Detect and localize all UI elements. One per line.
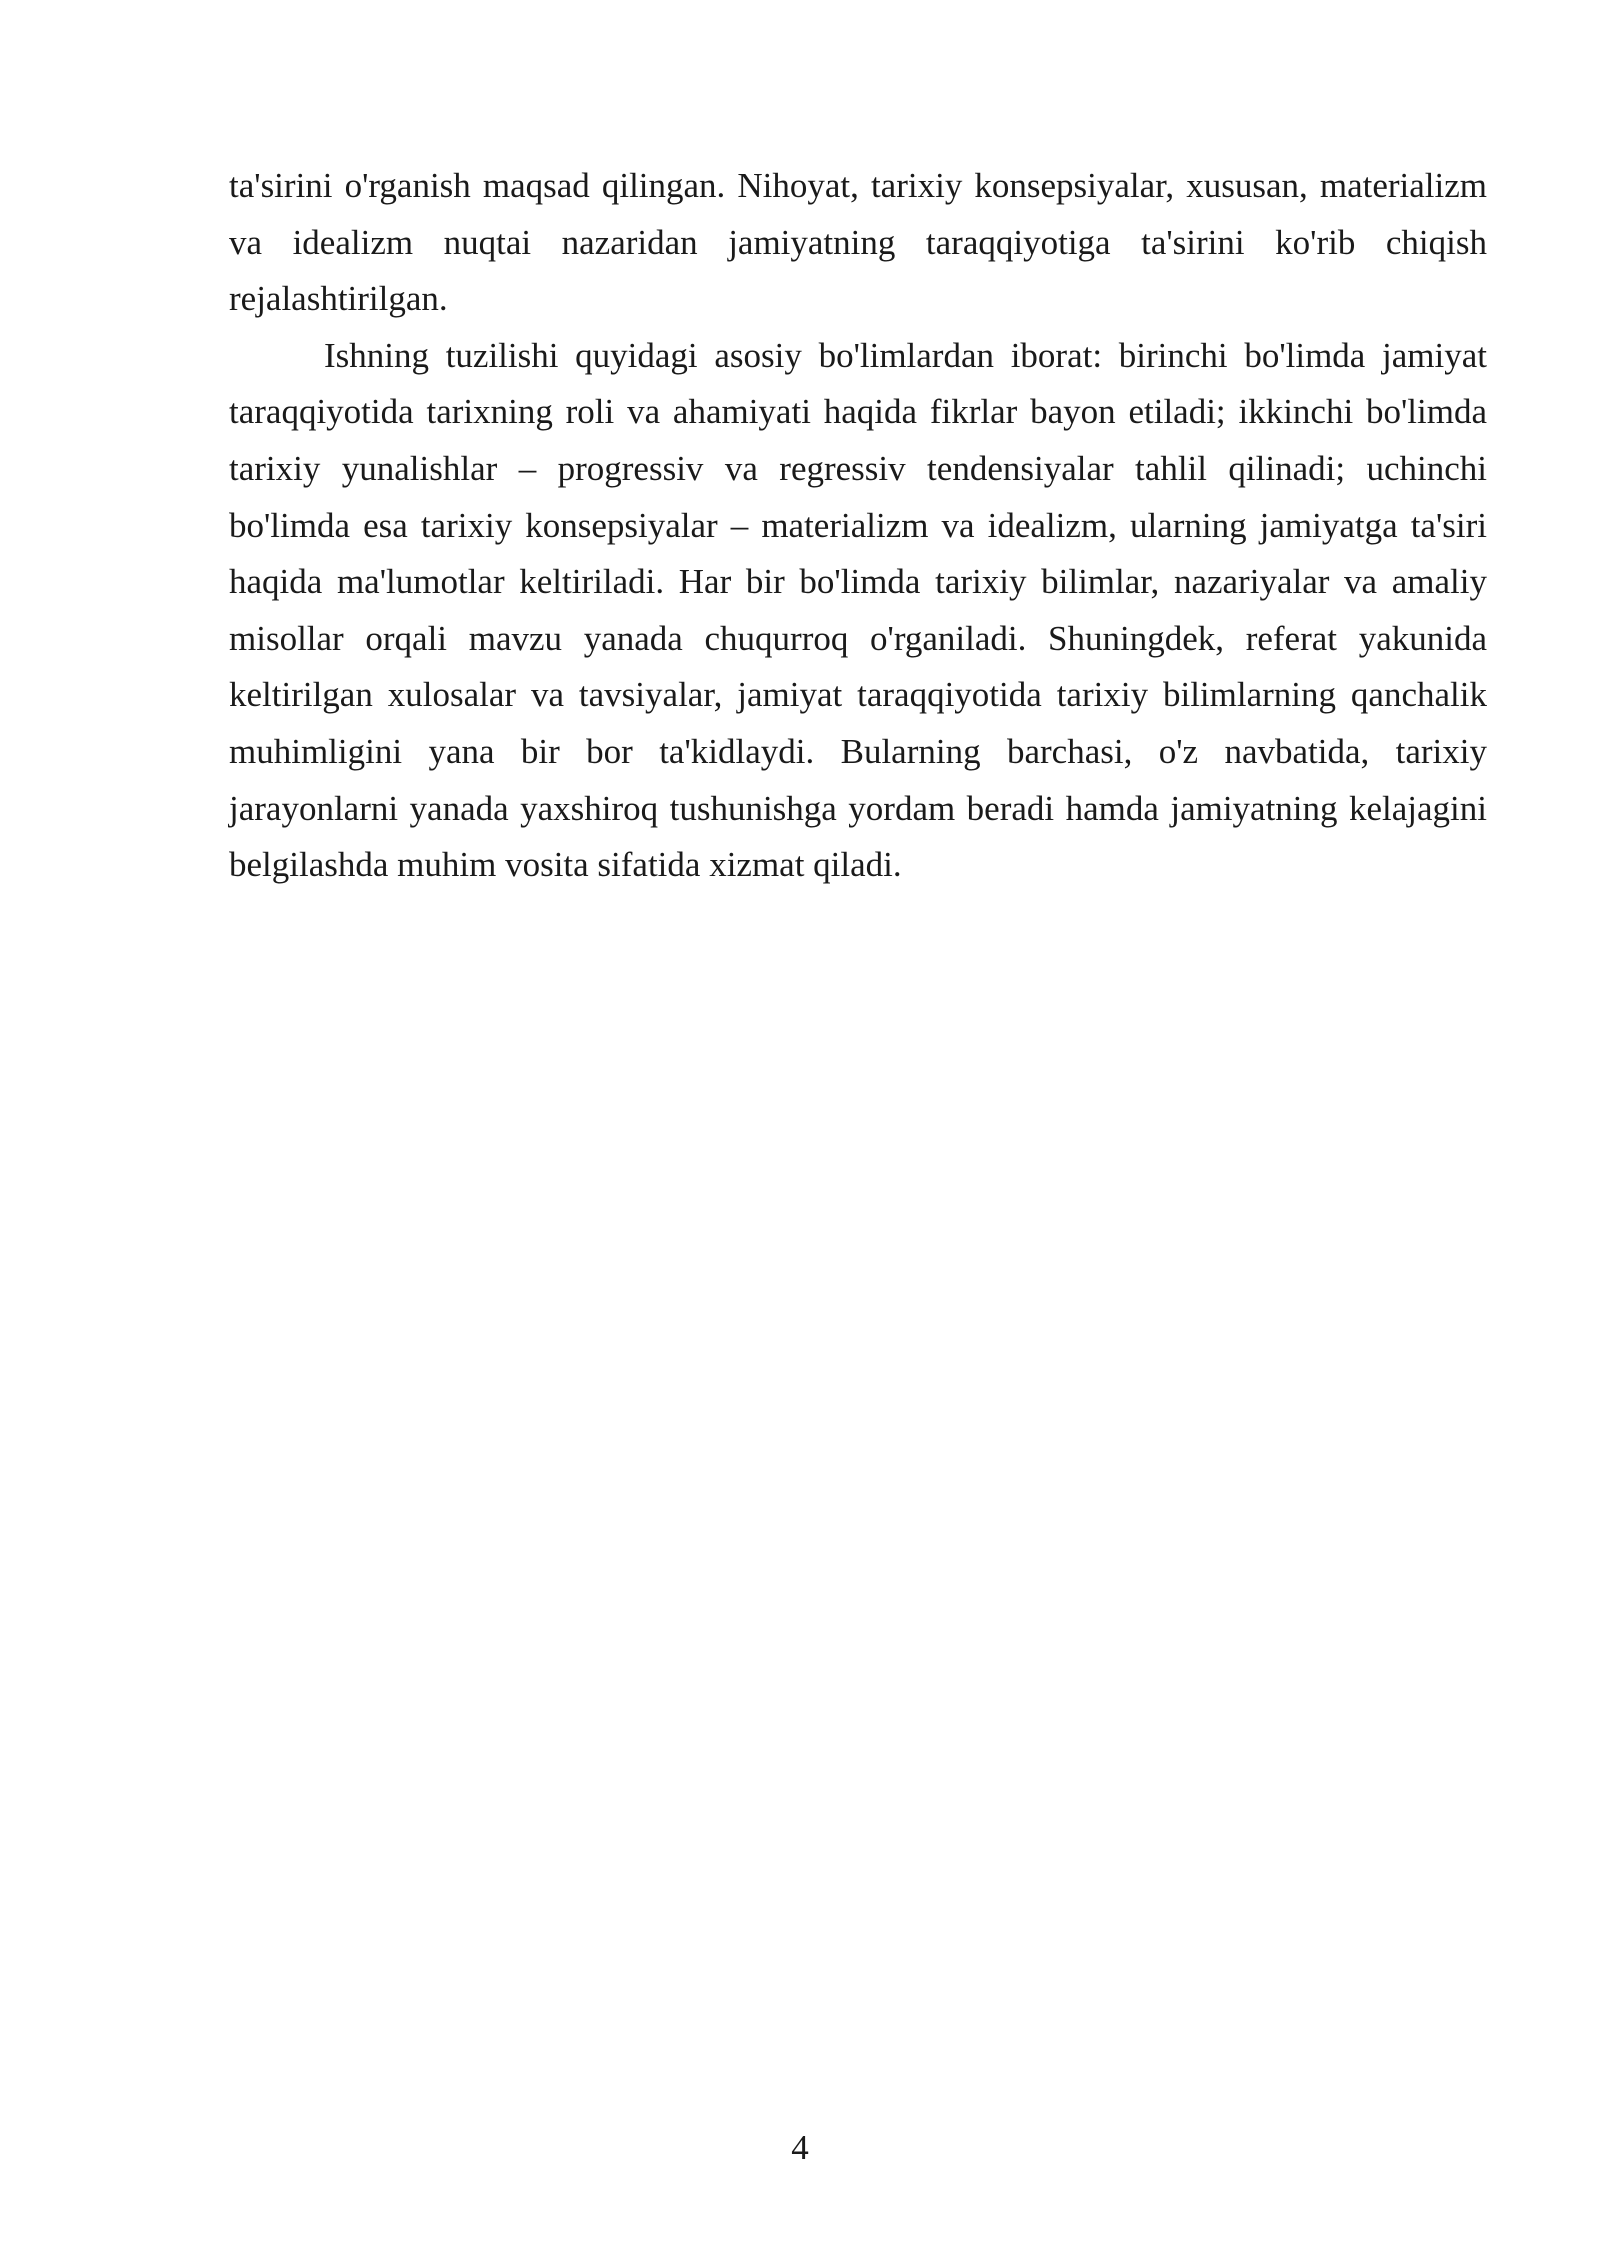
paragraph-structure: Ishning tuzilishi quyidagi asosiy bo'limlardan iborat: birinchi bo'limda jamiyat taraqqiyotida tarixning roli va ahamiyati haqida fikrlar bayon etiladi; ikkinchi bo'limda tarixiy yunalishlar – progressiv va regressiv tendensiyalar tahlil qilinadi; uchinchi bo'limda esa tarixiy konsepsiyalar – materializm va idealizm, ularning jamiyatga ta'siri haqida ma'lumotlar keltiriladi. Har bir bo'limda tarixiy bilimlar, nazariyalar va amaliy misollar orqali mavzu yanada chuqurroq o'rganiladi. Shuningdek, referat yakunida keltirilgan xulosalar va tavsiyalar, jamiyat taraqqiyotida tarixiy bilimlarning qanchalik muhimligini yana bir bor ta'kidlaydi. Bularning barchasi, o'z navbatida, tarixiy jarayonlarni yanada yaxshiroq tushunishga yordam beradi hamda jamiyatning kelajagini belgilashda muhim vosita sifatida xizmat qiladi. — [229, 335, 1487, 885]
page-number: 4 — [791, 2128, 809, 2167]
body-text — [229, 158, 1487, 894]
paragraph-continuation: ta'sirini o'rganish maqsad qilingan. Nihoyat, tarixiy konsepsiyalar, xususan, materializm va idealizm nuqtai nazaridan jamiyatning taraqqiyotiga ta'sirini ko'rib chiqish rejalashtirilgan. — [229, 166, 1487, 319]
